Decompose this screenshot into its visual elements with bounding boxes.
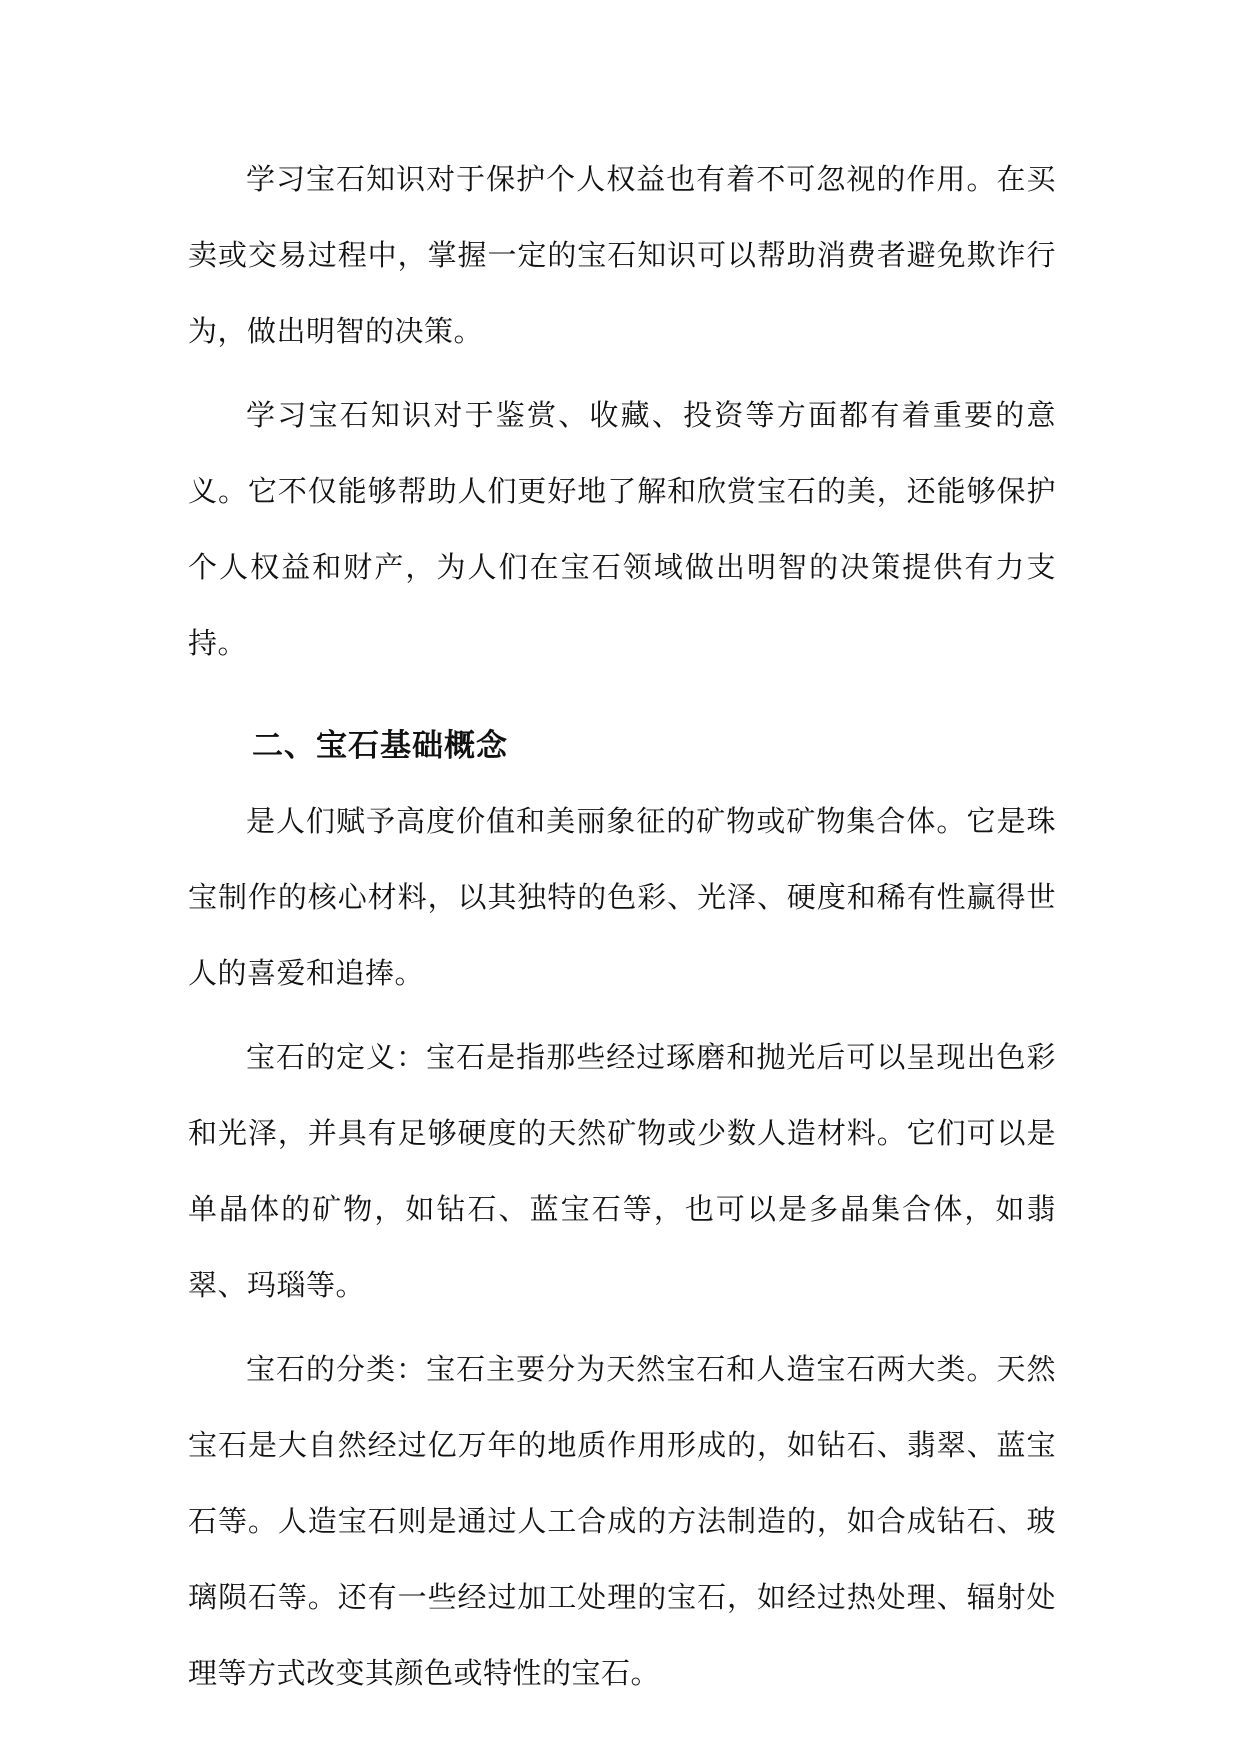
paragraph-significance: 学习宝石知识对于鉴赏、收藏、投资等方面都有着重要的意义。它不仅能够帮助人们更好地了解和欣赏宝石的美，还能够保护个人权益和财产，为人们在宝石领域做出明智的决策提供有力支持。	[188, 398, 1056, 660]
document-body	[188, 141, 1056, 1711]
paragraph-definition: 宝石的定义：宝石是指那些经过琢磨和抛光后可以呈现出色彩和光泽，并具有足够硬度的天然矿物或少数人造材料。它们可以是单晶体的矿物，如钻石、蓝宝石等，也可以是多晶集合体，如翡翠、玛瑙等。	[188, 1040, 1056, 1302]
paragraph-protect-rights: 学习宝石知识对于保护个人权益也有着不可忽视的作用。在买卖或交易过程中，掌握一定的宝石知识可以帮助消费者避免欺诈行为，做出明智的决策。	[188, 162, 1056, 348]
section-heading: 二、宝石基础概念	[252, 728, 508, 764]
paragraph-classification: 宝石的分类：宝石主要分为天然宝石和人造宝石两大类。天然宝石是大自然经过亿万年的地质作用形成的，如钻石、翡翠、蓝宝石等。人造宝石则是通过人工合成的方法制造的，如合成钻石、玻璃陨石等。还有一些经过加工处理的宝石，如经过热处理、辐射处理等方式改变其颜色或特性的宝石。	[188, 1352, 1056, 1690]
paragraph-intro: 是人们赋予高度价值和美丽象征的矿物或矿物集合体。它是珠宝制作的核心材料，以其独特的色彩、光泽、硬度和稀有性赢得世人的喜爱和追捧。	[188, 804, 1056, 990]
